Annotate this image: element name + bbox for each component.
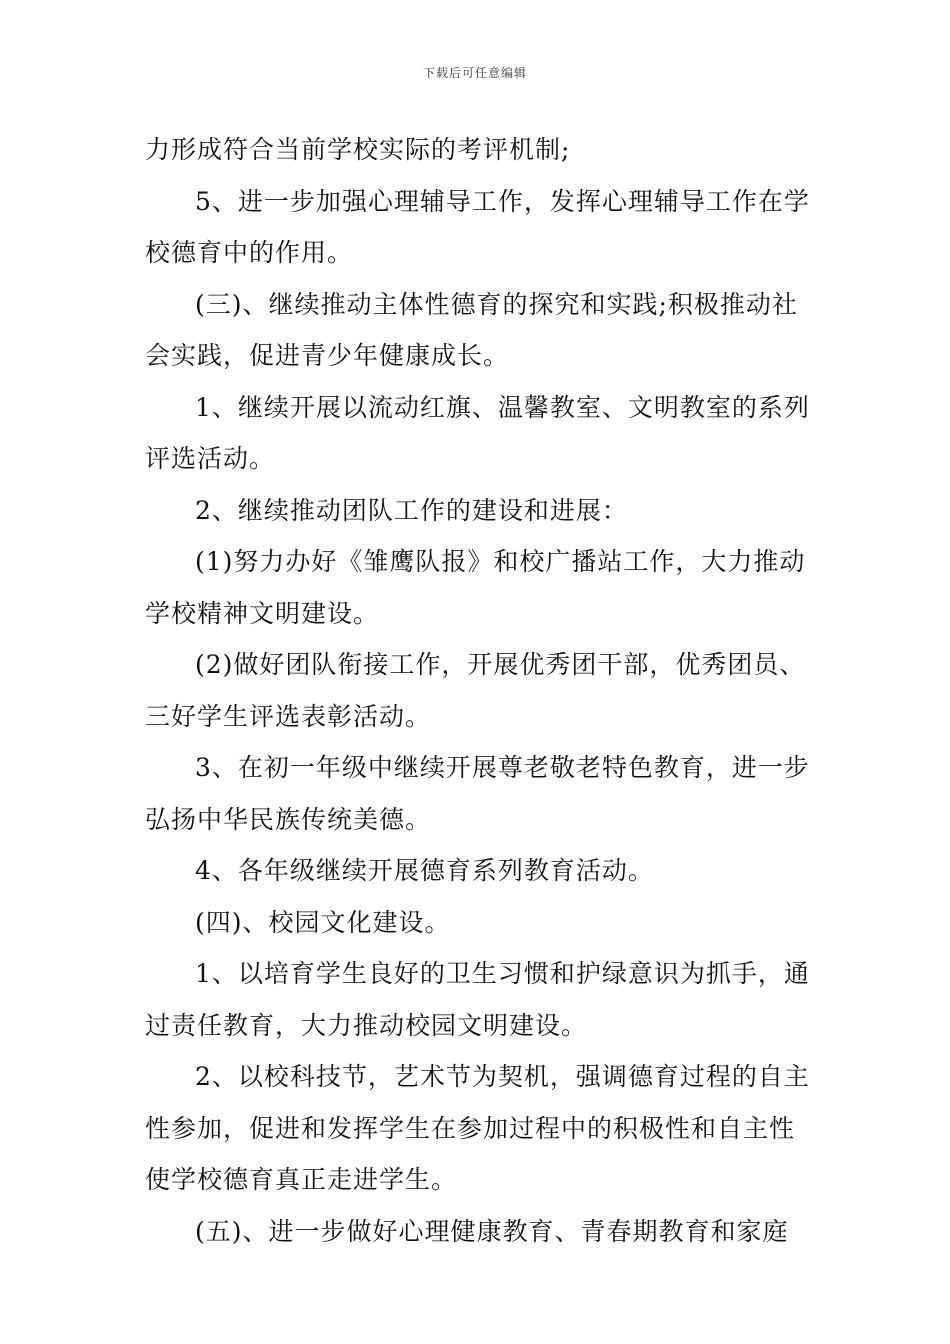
text-line: 5、进一步加强心理辅导工作，发挥心理辅导工作在学 xyxy=(195,186,810,216)
text-line: 会实践，促进青少年健康成长。 xyxy=(145,341,510,370)
text-line: (2)做好团队衔接工作，开展优秀团干部，优秀团员、 xyxy=(195,650,806,679)
text-line: 校德育中的作用。 xyxy=(145,238,354,267)
text-line: 4、各年级继续开展德育系列教育活动。 xyxy=(195,856,654,885)
text-line: 3、在初一年级中继续开展尊老敬老特色教育，进一步 xyxy=(195,753,810,782)
text-line: 2、继续推动团队工作的建设和进展： xyxy=(195,495,628,525)
text-line: (三)、继续推动主体性德育的探究和实践;积极推动社 xyxy=(195,289,798,319)
text-line: 弘扬中华民族传统美德。 xyxy=(145,804,432,834)
text-line: 评选活动。 xyxy=(145,444,276,473)
text-line: 三好学生评选表彰活动。 xyxy=(145,701,432,731)
text-line: 过责任教育，大力推动校园文明建设。 xyxy=(145,1010,588,1040)
text-line: 2、以校科技节，艺术节为契机，强调德育过程的自主 xyxy=(195,1062,810,1091)
text-line: 1、以培育学生良好的卫生习惯和护绿意识为抓手，通 xyxy=(195,959,810,988)
text-line: 力形成符合当前学校实际的考评机制; xyxy=(145,135,571,164)
text-line: 1、继续开展以流动红旗、温馨教室、文明教室的系列 xyxy=(195,392,810,422)
page-header: 下载后可任意编辑 xyxy=(422,66,527,80)
body-text xyxy=(145,124,815,1257)
text-line: (五)、进一步做好心理健康教育、青春期教育和家庭 xyxy=(195,1216,789,1246)
text-line: 性参加，促进和发挥学生在参加过程中的积极性和自主性 xyxy=(145,1113,796,1143)
text-line: (1)努力办好《雏鹰队报》和校广播站工作，大力推动 xyxy=(195,547,806,576)
text-line: 使学校德育真正走进学生。 xyxy=(145,1165,458,1194)
text-line: (四)、校园文化建设。 xyxy=(195,907,451,937)
text-line: 学校精神文明建设。 xyxy=(145,598,380,628)
